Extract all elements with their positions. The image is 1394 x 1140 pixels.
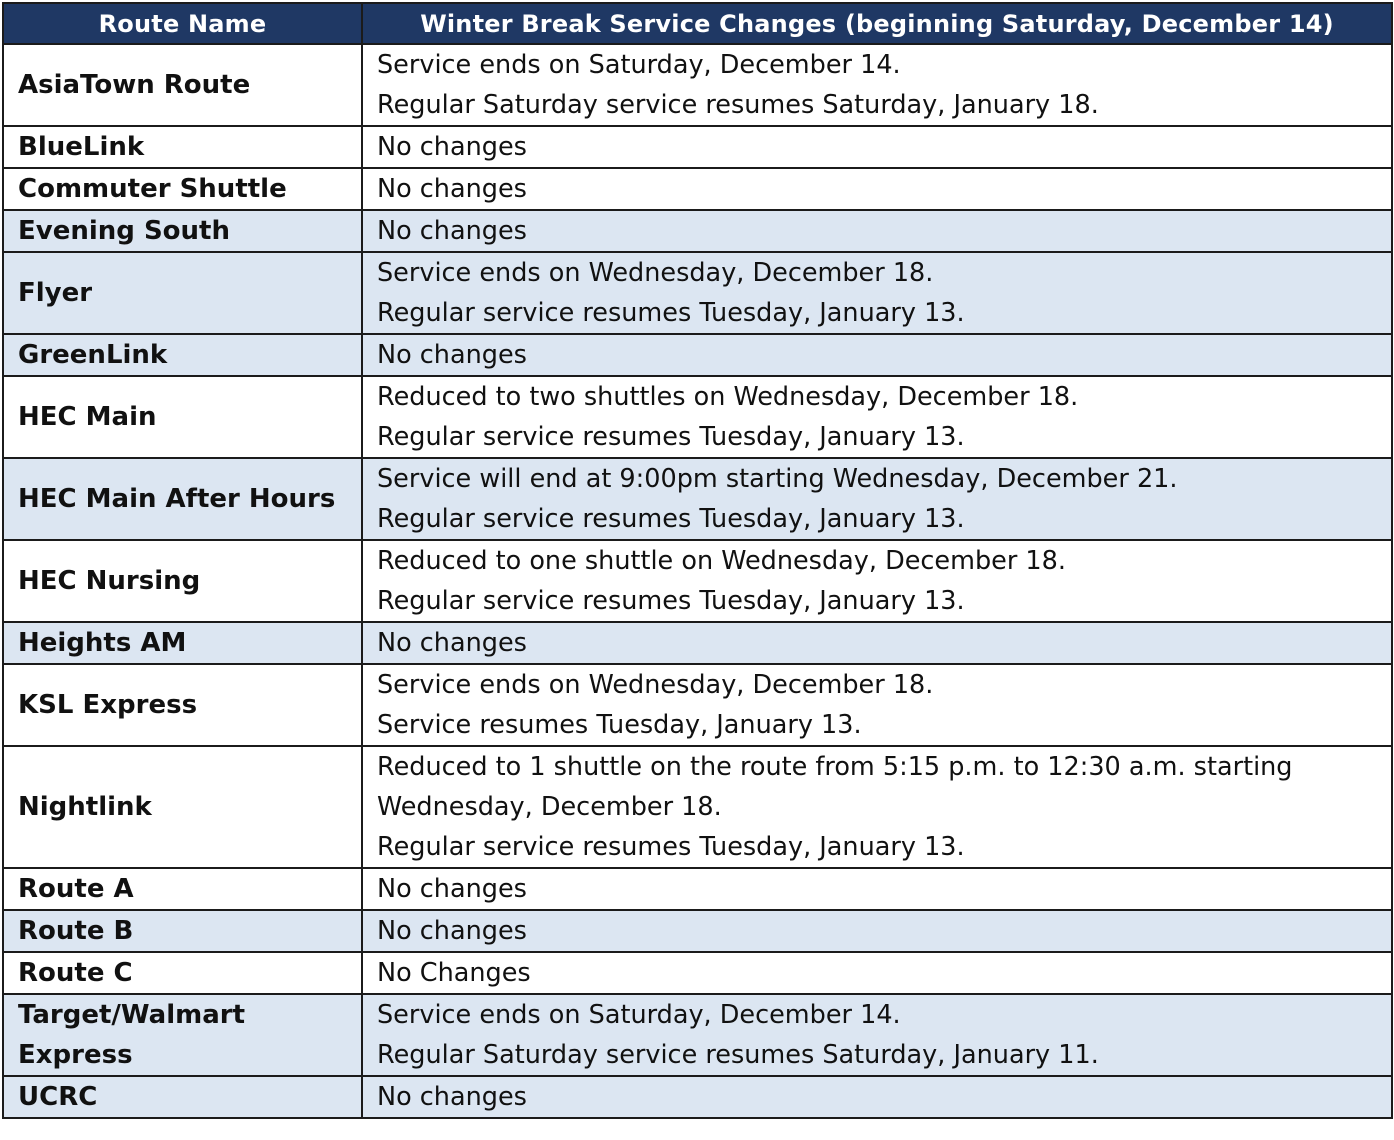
route-name-cell: HEC Nursing — [3, 540, 362, 622]
service-change-line: No changes — [377, 174, 527, 204]
table-row — [3, 334, 1392, 376]
service-change-cell — [362, 168, 1392, 210]
route-name-header: Route Name — [3, 3, 362, 44]
service-change-cell — [362, 868, 1392, 910]
route-name-cell: KSL Express — [3, 664, 362, 746]
service-change-line: Regular service resumes Tuesday, January 13. — [377, 422, 965, 452]
service-change-line: No changes — [377, 874, 527, 904]
table-row — [3, 910, 1392, 952]
route-name-line: Target/Walmart — [18, 1000, 246, 1030]
route-name-cell: GreenLink — [3, 334, 362, 376]
service-change-cell — [362, 210, 1392, 252]
table-row — [3, 746, 1392, 868]
service-change-cell — [362, 126, 1392, 168]
route-name-cell: Heights AM — [3, 622, 362, 664]
table-row — [3, 664, 1392, 746]
table-row — [3, 1076, 1392, 1118]
route-name-cell: HEC Main — [3, 376, 362, 458]
table-row — [3, 622, 1392, 664]
route-name-cell: BlueLink — [3, 126, 362, 168]
route-name-cell: Nightlink — [3, 746, 362, 868]
service-change-cell — [362, 458, 1392, 540]
service-change-line: Regular service resumes Tuesday, January 13. — [377, 298, 965, 328]
service-change-line: Reduced to 1 shuttle on the route from 5:15 p.m. to 12:30 a.m. starting — [377, 752, 1293, 782]
service-change-line: No changes — [377, 216, 527, 246]
service-change-line: No changes — [377, 1082, 527, 1112]
table-row — [3, 376, 1392, 458]
table-row — [3, 126, 1392, 168]
route-name-cell: Route A — [3, 868, 362, 910]
table-row — [3, 458, 1392, 540]
route-name-cell — [3, 994, 362, 1076]
route-name-cell: Route C — [3, 952, 362, 994]
service-change-cell — [362, 540, 1392, 622]
service-change-line: No changes — [377, 340, 527, 370]
service-change-line: Service will end at 9:00pm starting Wednesday, December 21. — [377, 464, 1178, 494]
route-name-cell: Evening South — [3, 210, 362, 252]
service-change-cell — [362, 44, 1392, 126]
route-name-cell: UCRC — [3, 1076, 362, 1118]
table-row — [3, 994, 1392, 1076]
service-change-line: Reduced to one shuttle on Wednesday, December 18. — [377, 546, 1066, 576]
route-name-cell: AsiaTown Route — [3, 44, 362, 126]
service-change-cell — [362, 994, 1392, 1076]
service-change-line: Regular service resumes Tuesday, January 13. — [377, 504, 965, 534]
service-change-cell — [362, 664, 1392, 746]
table-row — [3, 868, 1392, 910]
winter-break-service-table — [2, 2, 1393, 1119]
route-name-cell: Route B — [3, 910, 362, 952]
service-change-cell — [362, 376, 1392, 458]
table-header-row — [3, 3, 1392, 44]
service-change-line: Service ends on Saturday, December 14. — [377, 1000, 901, 1030]
service-change-line: Wednesday, December 18. — [377, 792, 722, 822]
service-change-line: No changes — [377, 628, 527, 658]
service-change-line: Regular service resumes Tuesday, January 13. — [377, 586, 965, 616]
service-change-cell — [362, 910, 1392, 952]
service-change-line: No Changes — [377, 958, 531, 988]
service-change-cell — [362, 952, 1392, 994]
service-change-line: Service ends on Wednesday, December 18. — [377, 670, 934, 700]
service-change-line: Service resumes Tuesday, January 13. — [377, 710, 862, 740]
table-row — [3, 168, 1392, 210]
route-name-cell: Flyer — [3, 252, 362, 334]
table-row — [3, 952, 1392, 994]
service-changes-header: Winter Break Service Changes (beginning Saturday, December 14) — [362, 3, 1392, 44]
service-change-line: Reduced to two shuttles on Wednesday, December 18. — [377, 382, 1079, 412]
service-change-line: No changes — [377, 132, 527, 162]
table-row — [3, 540, 1392, 622]
service-change-line: Regular Saturday service resumes Saturday, January 18. — [377, 90, 1099, 120]
table-row — [3, 210, 1392, 252]
table-row — [3, 44, 1392, 126]
service-change-line: Service ends on Saturday, December 14. — [377, 50, 901, 80]
service-change-line: Service ends on Wednesday, December 18. — [377, 258, 934, 288]
service-change-line: No changes — [377, 916, 527, 946]
service-change-cell — [362, 334, 1392, 376]
service-change-cell — [362, 252, 1392, 334]
service-change-cell — [362, 1076, 1392, 1118]
service-change-line: Regular service resumes Tuesday, January 13. — [377, 832, 965, 862]
service-change-line: Regular Saturday service resumes Saturday, January 11. — [377, 1040, 1099, 1070]
table-body — [3, 44, 1392, 1118]
service-change-cell — [362, 622, 1392, 664]
table-row — [3, 252, 1392, 334]
route-name-cell: Commuter Shuttle — [3, 168, 362, 210]
route-name-cell: HEC Main After Hours — [3, 458, 362, 540]
route-name-line: Express — [18, 1040, 133, 1070]
service-change-cell — [362, 746, 1392, 868]
